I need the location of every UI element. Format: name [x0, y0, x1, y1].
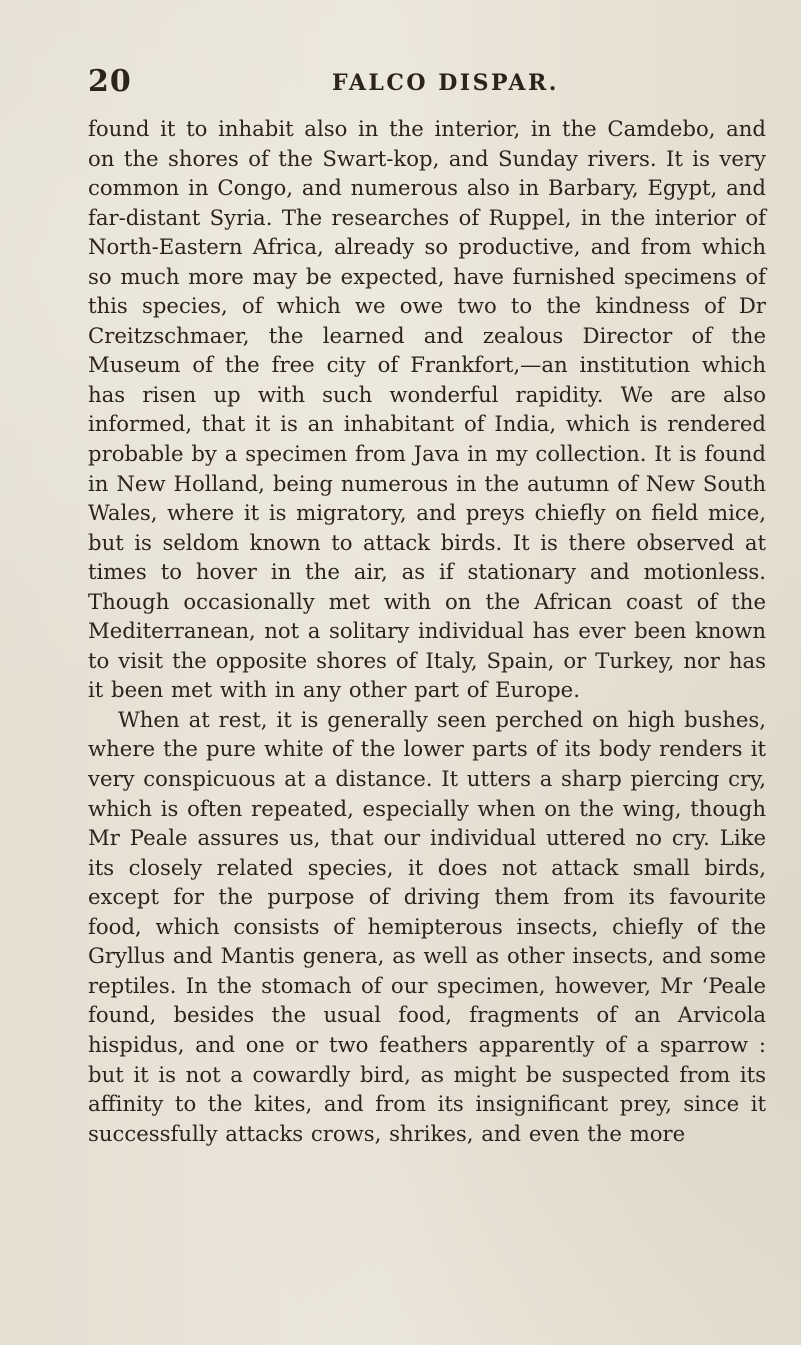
body-text [88, 114, 766, 1148]
paragraph-2: When at rest, it is generally seen perched on high bushes, where the pure white of the lower parts of its body renders it very conspicuous at a distance. It utters a sharp piercing cry, which is often repeated, especially when on the wing, though Mr Peale assures us, that our individual uttered no cry. Like its closely related species, it does not attack small birds, except for the purpose of driving them from its favourite food, which consists of hemipterous insects, chiefly of the Gryllus and Mantis genera, as well as other insects, and some reptiles. In the stomach of our specimen, however, Mr ‘Peale found, besides the usual food, fragments of an Arvicola hispidus, and one or two feathers apparently of a sparrow : but it is not a cowardly bird, as might be suspected from its affinity to the kites, and from its insignificant prey, since it successfully attacks crows, shrikes, and even the more [88, 706, 766, 1146]
page-number: 20 [88, 64, 132, 99]
page-header [88, 64, 769, 102]
running-title: FALCO DISPAR. [332, 70, 559, 96]
paragraph-1: found it to inhabit also in the interior, in the Camdebo, and on the shores of the Swart-kop, and Sunday rivers. It is very common in Congo, and numerous also in Barbary, Egypt, and far-distant Syria. The researches of Ruppel, in the interior of North-Eastern Africa, already so productive, and from which so much more may be expected, have furnished specimens of this species, of which we owe two to the kindness of Dr Creitzschmaer, the learned and zealous Director of the Museum of the free city of Frankfort,—an institution which has risen up with such wonderful rapidity. We are also informed, that it is an inhabitant of India, which is rendered probable by a specimen from Java in my collection. It is found in New Holland, being numerous in the autumn of New South Wales, where it is migratory, and preys chiefly on field mice, but is seldom known to attack birds. It is there observed at times to hover in the air, as if stationary and motionless. Though occasionally met with on the African coast of the Mediterranean, not a solitary individual has ever been known to visit the opposite shores of Italy, Spain, or Turkey, nor has it been met with in any other part of Europe. [88, 116, 766, 703]
